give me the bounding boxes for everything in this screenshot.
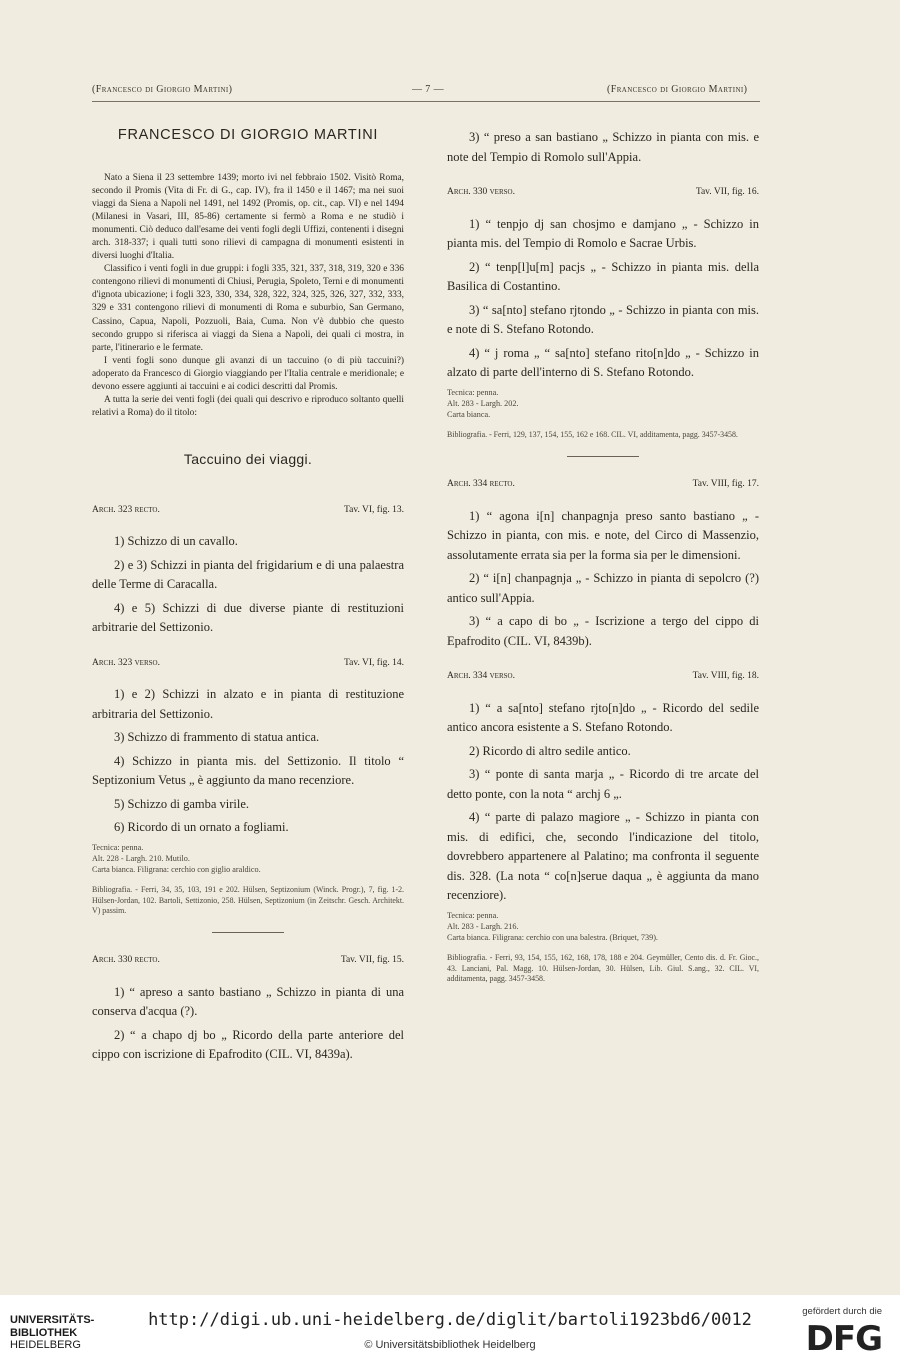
note-line: Carta bianca.: [447, 409, 491, 419]
viewer-footer: [0, 1295, 900, 1365]
note-line: Tecnica: penna.: [447, 910, 499, 920]
funding-caption: gefördert durch die: [802, 1306, 882, 1317]
catalog-item: 5) Schizzo di gamba virile.: [114, 796, 250, 811]
note-line: Alt. 283 - Largh. 202.: [447, 398, 519, 408]
catalog-entry-header: [92, 654, 404, 674]
tav-label: Tav. VIII, fig. 18.: [692, 671, 759, 682]
catalog-item: 2) e 3) Schizzi in pianta del frigidarium e di una palaestra delle Terme di Caracalla.: [92, 557, 404, 592]
catalog-item: 4) Schizzo in pianta mis. del Settizonio. Il titolo “ Septizonium Vetus „ è aggiunto da mano recenziore.: [92, 753, 404, 788]
section-separator: [212, 932, 284, 933]
arch-label: Arch. 334 recto.: [447, 479, 515, 490]
logo-line: UNIVERSITÄTS-: [10, 1314, 95, 1326]
running-head-right: (Francesco di Giorgio Martini): [607, 84, 748, 95]
arch-label: Arch. 330 recto.: [92, 955, 160, 965]
catalog-item: 2) “ a chapo dj bo „ Ricordo della parte anteriore del cippo con iscrizione di Epafrodito (CIL. VI, 8439a).: [92, 1027, 404, 1061]
note-line: Carta bianca. Filigrana: cerchio con una balestra. (Briquet, 739).: [447, 933, 658, 943]
catalog-item: 4) “ j roma „ “ sa[nto] stefano rito[n]do „ - Schizzo in alzato di parte dell'interno di S. Stefano Rotondo.: [447, 345, 759, 379]
bibliography: Bibliografia. - Ferri, 93, 154, 155, 162, 168, 178, 188 e 204. Geymüller, Cento dis. d. Fr. Gioc., 43. Lanciani, Pal. Magg. 10. Hülsen-Jordan, 30. Hülsen, Lib. Giul. S.ang., 32. CIL. VI, additamenta, pagg. 3457-3458.: [447, 953, 759, 983]
intro-paragraph: Nato a Siena il 23 settembre 1439; morto ivi nel febbraio 1502. Visitò Roma, secondo il Promis (Vita di Fr. di G., cap. IV), fra il 1450 e il 1467; ma nei suoi viaggi da Siena a Napoli nel 1491, nel 1492 (Promis, op. cit., cap. VI) e nel 1494 (Milanesi in Vasari, III, 85-86) certamente si fermò a Roma e ne studiò i monumenti. Ciò deduco dall'esame dei venti fogli degli Uffizi, contenenti i disegni arch. 318-337; i quali tutti sono rilievi di campagna di monumenti esistenti in diversi luoghi d'Italia.: [92, 172, 404, 262]
left-column: [92, 112, 404, 1069]
note-line: Carta bianca. Filigrana: cerchio con giglio araldico.: [92, 865, 261, 875]
permalink-url[interactable]: http://digi.ub.uni-heidelberg.de/diglit/bartoli1923bd6/0012: [148, 1310, 752, 1330]
catalog-item: 1) “ tenpjo dj san chosjmo e damjano „ - Schizzo in pianta mis. del Tempio di Romolo e Sacrae Urbis.: [447, 216, 759, 250]
catalog-item: 6) Ricordo di un ornato a fogliami.: [114, 820, 289, 835]
note-line: Tecnica: penna.: [447, 387, 499, 397]
page-number: — 7 —: [412, 84, 444, 95]
copyright-notice: © Universitätsbibliothek Heidelberg: [364, 1339, 536, 1351]
bibliography: Bibliografia. - Ferri, 34, 35, 103, 191 e 202. Hülsen, Septizonium (Winck. Progr.), 7, fig. 1-2. Hülsen-Jordan, 102. Bartoli, Settizonio, 258. Hülsen, Septizonium (in Zeitschr. Gesch. Architekt. V) passim.: [92, 885, 404, 915]
catalog-entry-header: [447, 475, 759, 495]
tav-label: Tav. VIII, fig. 17.: [692, 479, 759, 490]
catalog-item: 2) “ tenp[l]u[m] pacjs „ - Schizzo in pianta mis. della Basilica di Costantino.: [447, 259, 759, 293]
logo-line: BIBLIOTHEK: [10, 1326, 78, 1339]
catalog-item: 3) “ preso a san bastiano „ Schizzo in pianta con mis. e note del Tempio di Romolo sull'Appia.: [447, 130, 759, 164]
catalog-item: 2) Ricordo di altro sedile antico.: [469, 743, 631, 758]
catalog-entry-header: [447, 667, 759, 687]
technical-notes: [92, 842, 404, 876]
arch-label: Arch. 334 verso.: [447, 671, 515, 682]
note-line: Tecnica: penna.: [92, 842, 144, 852]
intro-paragraph: I venti fogli sono dunque gli avanzi di un taccuino (o di più taccuini?) adoperato da Francesco di Giorgio viaggiando per l'Italia centrale e meridionale; e devono essere aggiunti ai taccuini e ai codici descritti dal Promis.: [92, 355, 404, 392]
section-separator: [567, 456, 639, 457]
note-line: Alt. 283 - Largh. 216.: [447, 922, 519, 932]
catalog-item: 1) e 2) Schizzi in alzato e in pianta di restituzione arbitraria del Settizonio.: [92, 687, 404, 721]
catalog-item: 3) “ ponte di santa marja „ - Ricordo di tre arcate del detto ponte, con la nota “ archj 6 „.: [447, 767, 759, 801]
catalog-item: 1) “ a sa[nto] stefano rjto[n]do „ - Ricordo del sedile antico ancora esistente a S. Stefano Rotondo.: [447, 700, 759, 735]
catalog-item: 3) “ a capo di bo „ - Iscrizione a tergo del cippo di Epafrodito (CIL. VI, 8439b).: [447, 614, 759, 648]
technical-notes: [447, 387, 759, 421]
running-head-left: (Francesco di Giorgio Martini): [92, 84, 233, 95]
tav-label: Tav. VII, fig. 16.: [695, 187, 759, 197]
intro-text: [92, 172, 404, 421]
tav-label: Tav. VI, fig. 14.: [343, 657, 404, 668]
header-rule: [92, 101, 760, 102]
catalog-entry-header: [92, 501, 404, 521]
catalog-item: 4) “ parte di palazo magiore „ - Schizzo in pianta con mis. di edifici, che, secondo l'indicazione del titolo, dovrebbero appartenere al Palatino; ma confronta il seguente dis. 328. (La nota “ co[n]serue daqua „ è aggiunta da mano recenziore).: [447, 810, 759, 903]
right-column: [447, 128, 759, 984]
catalog-item: 1) “ agona i[n] chanpagnja preso santo bastiano „ - Schizzo in pianta, con mis. e note, del Circo di Massenzio, assolutamente errata sia per la forma sia per le dimensioni.: [447, 508, 759, 562]
intro-paragraph: A tutta la serie dei venti fogli (dei quali qui descrivo e riproduco soltanto quelli relativi a Roma) do il titolo:: [92, 395, 404, 419]
logo-line: HEIDELBERG: [10, 1339, 81, 1351]
technical-notes: [447, 910, 759, 944]
arch-label: Arch. 330 verso.: [447, 187, 515, 197]
catalog-entry-header: [92, 951, 404, 971]
catalog-item: 4) e 5) Schizzi di due diverse piante di restituzioni arbitrarie del Settizonio.: [92, 600, 404, 635]
article-title: FRANCESCO DI GIORGIO MARTINI: [117, 127, 379, 143]
catalog-item: 3) “ sa[nto] stefano rjtondo „ - Schizzo in pianta con mis. e note di S. Stefano Rotondo.: [447, 302, 759, 336]
tav-label: Tav. VII, fig. 15.: [340, 955, 404, 965]
bibliography: Bibliografia. - Ferri, 129, 137, 154, 155, 162 e 168. CIL. VI, additamenta, pagg. 3457-3458.: [447, 430, 738, 440]
catalog-item: 2) “ i[n] chanpagnja „ - Schizzo in pianta di sepolcro (?) antico sull'Appia.: [447, 571, 759, 605]
catalog-item: 1) “ apreso a santo bastiano „ Schizzo in pianta di una conserva d'acqua (?).: [92, 984, 404, 1018]
arch-label: Arch. 323 verso.: [92, 657, 160, 668]
intro-paragraph: Classifico i venti fogli in due gruppi: i fogli 335, 321, 337, 318, 319, 320 e 336 contengono rilievi di monumenti di Chiusi, Perugia, Spoleto, Terni e di monumenti d'ignota ubicazione; i fogli 323, 330, 334, 328, 322, 324, 325, 326, 327, 332, 333, 329 e 331 contengono rilievi di monumenti di Roma e suburbio, San Germano, Cassino, Capua, Napoli, Pozzuoli, Baia, Cuma. Non v'è dubbio che questo secondo gruppo si riferisca ai viaggi da Siena a Napoli, dei quali ci mostra, in parte, l'itinerario e le fermate.: [92, 264, 404, 353]
arch-label: Arch. 323 recto.: [92, 504, 160, 515]
dfg-logo[interactable]: DFG: [805, 1319, 882, 1359]
tav-label: Tav. VI, fig. 13.: [343, 504, 404, 515]
catalog-item: 1) Schizzo di un cavallo.: [114, 534, 238, 549]
note-line: Alt. 228 - Largh. 210. Mutilo.: [92, 853, 190, 863]
catalog-entry-header: [447, 183, 759, 203]
section-subtitle: Taccuino dei viaggi.: [183, 451, 313, 468]
catalog-item: 3) Schizzo di frammento di statua antica.: [114, 730, 320, 745]
